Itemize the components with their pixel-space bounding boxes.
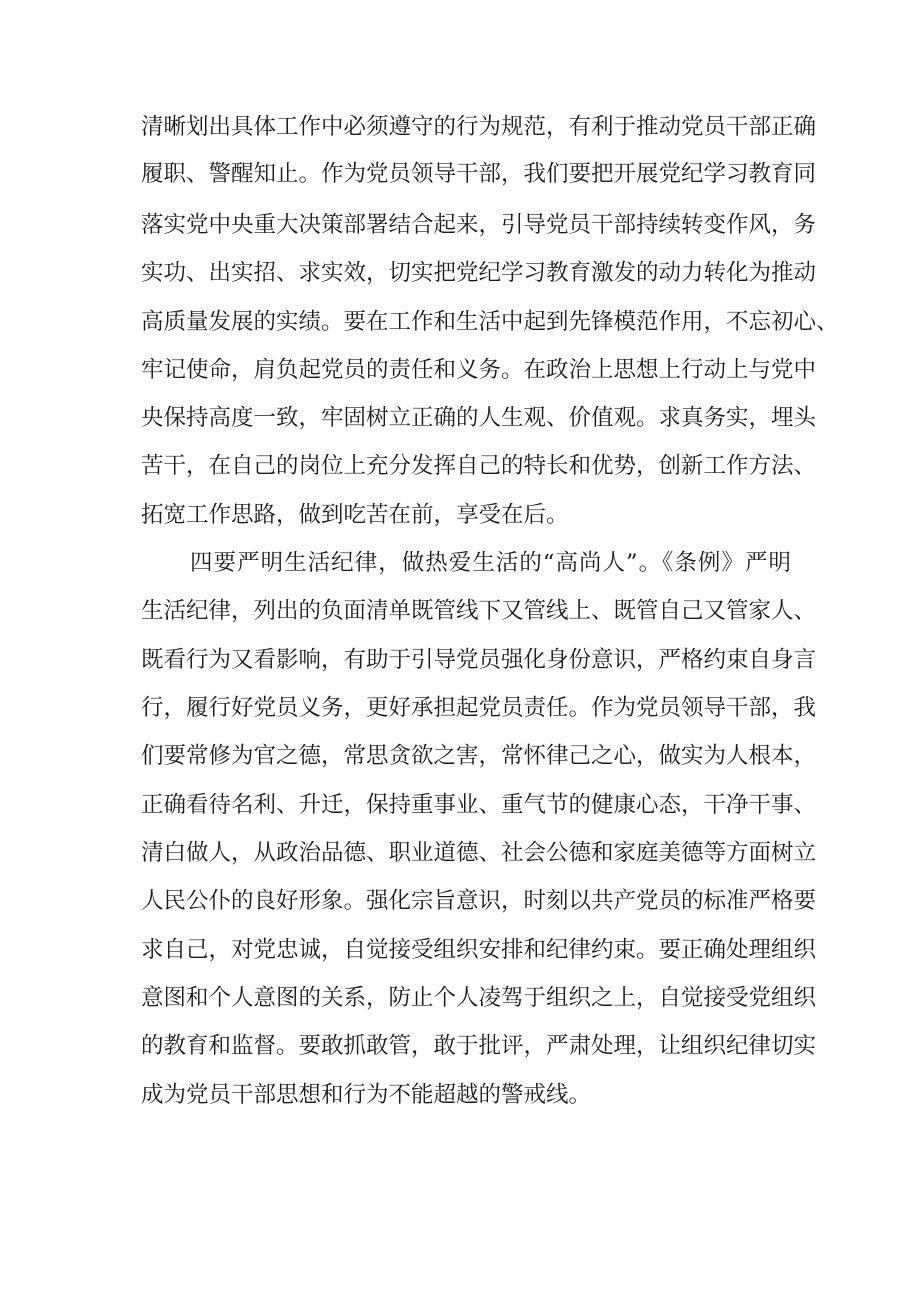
paragraph-line: 央保持高度一致，牢固树立正确的人生观、价值观。求真务实，埋头 xyxy=(141,405,817,431)
paragraph-line: 既看行为又看影响，有助于引导党员强化身份意识，严格约束自身言 xyxy=(141,647,817,673)
paragraph-line: 落实党中央重大决策部署结合起来，引导党员干部持续转变作风，务 xyxy=(141,212,817,238)
paragraph-line: 求自己，对党忠诚，自觉接受组织安排和纪律约束。要正确处理组织 xyxy=(141,937,817,963)
paragraph-line: 清晰划出具体工作中必须遵守的行为规范，有利于推动党员干部正确 xyxy=(141,114,817,140)
paragraph-line: 苦干，在自己的岗位上充分发挥自己的特长和优势，创新工作方法、 xyxy=(141,453,817,479)
paragraph-line: 生活纪律，列出的负面清单既管线下又管线上、既管自己又管家人、 xyxy=(141,598,817,624)
paragraph-line: 四要严明生活纪律，做热爱生活的“高尚人”。《条例》严明 xyxy=(190,550,791,576)
paragraph-line: 们要常修为官之德，常思贪欲之害，常怀律己之心，做实为人根本， xyxy=(141,743,817,769)
paragraph-line: 牢记使命，肩负起党员的责任和义务。在政治上思想上行动上与党中 xyxy=(141,357,817,383)
paragraph-line: 履职、警醒知止。作为党员领导干部，我们要把开展党纪学习教育同 xyxy=(141,161,817,187)
paragraph-line: 拓宽工作思路，做到吃苦在前，享受在后。 xyxy=(141,502,569,528)
paragraph-line: 高质量发展的实绩。要在工作和生活中起到先锋模范作用，不忘初心、 xyxy=(141,309,839,335)
paragraph-line: 意图和个人意图的关系，防止个人凌驾于组织之上，自觉接受党组织 xyxy=(141,985,817,1011)
paragraph-line: 人民公仆的良好形象。强化宗旨意识，时刻以共产党员的标准严格要 xyxy=(141,888,817,914)
paragraph-line: 的教育和监督。要敢抓敢管，敢于批评，严肃处理，让组织纪律切实 xyxy=(141,1033,817,1059)
paragraph-line: 正确看待名利、升迁，保持重事业、重气节的健康心态，干净干事、 xyxy=(141,792,817,818)
paragraph-line: 实功、出实招、求实效，切实把党纪学习教育激发的动力转化为推动 xyxy=(141,260,817,286)
paragraph-line: 成为党员干部思想和行为不能超越的警戒线。 xyxy=(141,1082,592,1108)
paragraph-line: 清白做人，从政治品德、职业道德、社会公德和家庭美德等方面树立 xyxy=(141,840,817,866)
paragraph-line: 行，履行好党员义务，更好承担起党员责任。作为党员领导干部，我 xyxy=(141,695,817,721)
